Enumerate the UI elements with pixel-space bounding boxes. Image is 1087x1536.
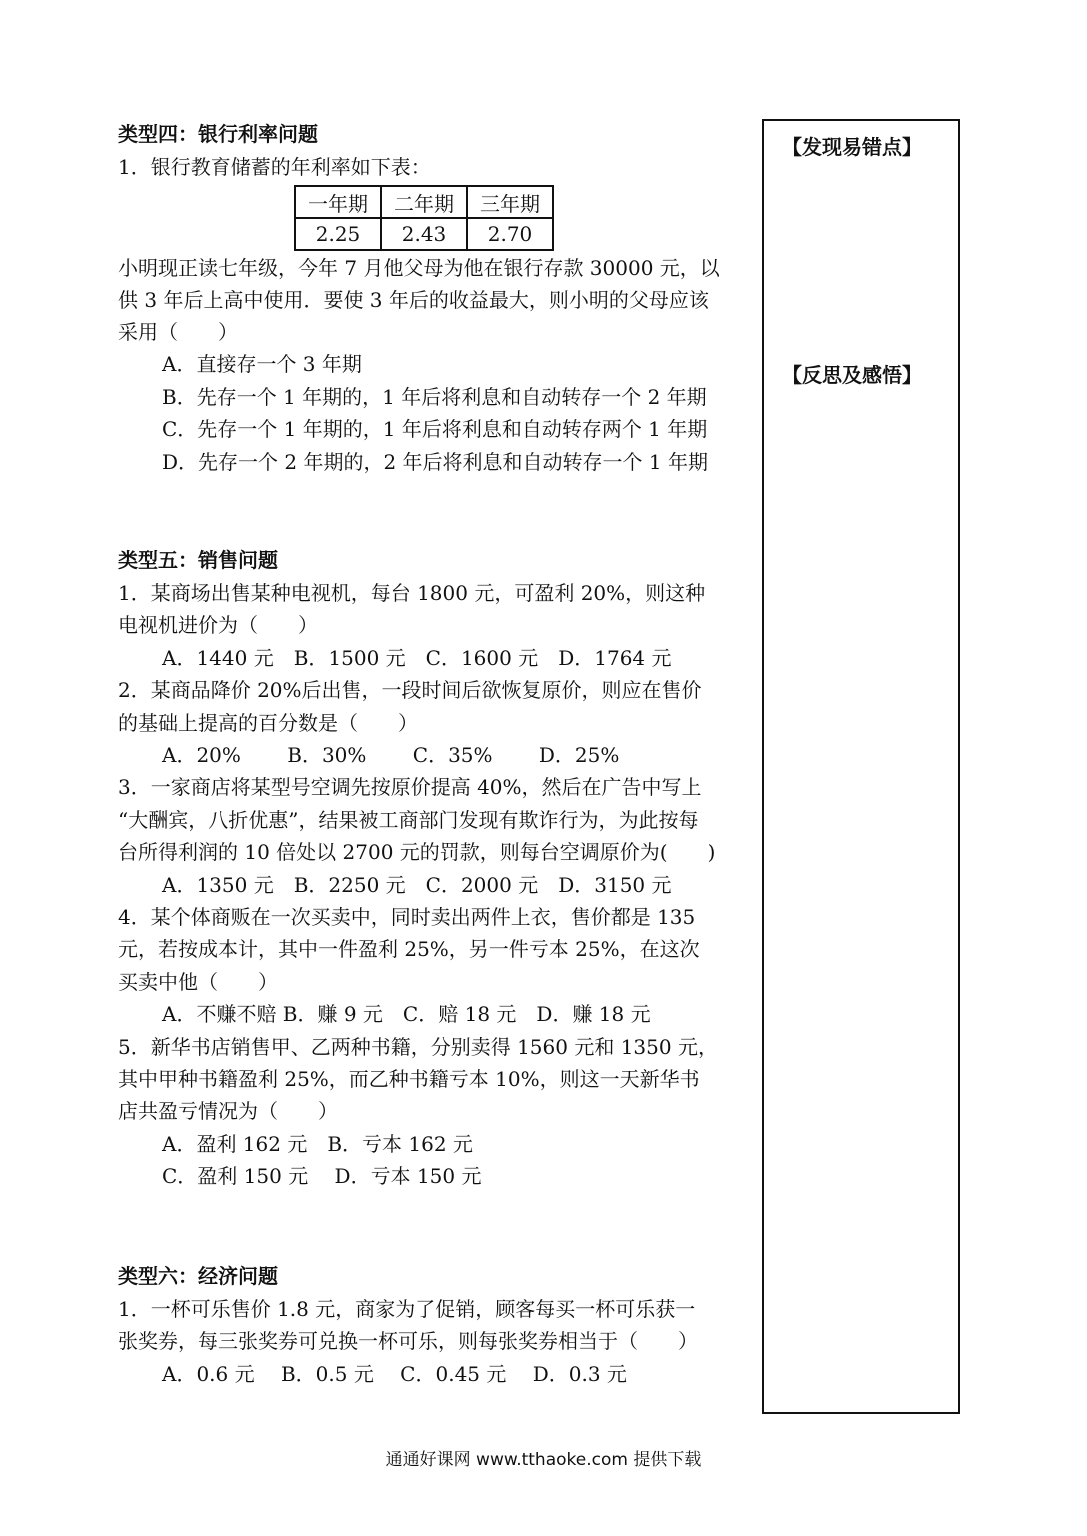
- answer-options-line: A．盈利 162 元 B．亏本 162 元: [162, 1131, 473, 1156]
- question-text-line: 1．一杯可乐售价 1.8 元，商家为了促销，顾客每买一杯可乐获一: [118, 1297, 696, 1321]
- sidebar-heading-reflection: 【反思及感悟】: [782, 363, 922, 387]
- page-footer: 通通好课网 www.tthaoke.com 提供下载: [385, 1450, 702, 1470]
- section-title-economy: 类型六：经济问题: [118, 1264, 278, 1288]
- table-header-row: [295, 186, 553, 218]
- table-cell: 2.70: [467, 218, 553, 250]
- option-a: A．直接存一个 3 年期: [162, 352, 362, 376]
- question-text-line: 4．某个体商贩在一次买卖中，同时卖出两件上衣，售价都是 135: [118, 905, 696, 929]
- table-cell: 2.25: [295, 218, 381, 250]
- option-b: B．先存一个 1 年期的，1 年后将利息和自动转存一个 2 年期: [162, 385, 707, 409]
- question-text-line: 的基础上提高的百分数是（ ）: [118, 710, 418, 735]
- question-text-line: 小明现正读七年级，今年 7 月他父母为他在银行存款 30000 元，以: [118, 256, 720, 280]
- answer-options-line: C．盈利 150 元 D．亏本 150 元: [162, 1164, 482, 1189]
- question-text-line: 买卖中他（ ）: [118, 969, 278, 994]
- option-d: D．先存一个 2 年期的，2 年后将利息和自动转存一个 1 年期: [162, 450, 708, 474]
- question-text-line: 元，若按成本计，其中一件盈利 25%，另一件亏本 25%，在这次: [118, 937, 700, 962]
- question-text-line: 2．某商品降价 20%后出售，一段时间后欲恢复原价，则应在售价: [118, 678, 702, 703]
- answer-options-line: A．1440 元 B．1500 元 C．1600 元 D．1764 元: [162, 645, 672, 670]
- table-header-cell: 三年期: [467, 186, 553, 218]
- table-cell: 2.43: [381, 218, 467, 250]
- question-stem: 1．银行教育储蓄的年利率如下表：: [118, 155, 431, 179]
- section-title-bank-interest: 类型四：银行利率问题: [118, 122, 318, 146]
- table-row: [295, 218, 553, 250]
- sidebar-heading-mistakes: 【发现易错点】: [782, 135, 922, 159]
- question-text-line: 其中甲种书籍盈利 25%，而乙种书籍亏本 10%，则这一天新华书: [118, 1067, 700, 1091]
- question-text-line: 5．新华书店销售甲、乙两种书籍，分别卖得 1560 元和 1350 元，: [118, 1034, 718, 1059]
- question-text-line: “大酬宾，八折优惠”，结果被工商部门发现有欺诈行为，为此按每: [118, 807, 699, 832]
- answer-options-line: A．20% B．30% C．35% D．25%: [162, 743, 620, 767]
- question-text-line: 台所得利润的 10 倍处以 2700 元的罚款，则每台空调原价为( ): [118, 840, 716, 865]
- answer-options-line: A．不赚不赔 B．赚 9 元 C．赔 18 元 D．赚 18 元: [162, 1002, 651, 1027]
- answer-options-line: A．1350 元 B．2250 元 C．2000 元 D．3150 元: [162, 872, 672, 897]
- question-text-line: 电视机进价为（ ）: [118, 613, 318, 638]
- notes-sidebar: [762, 119, 960, 1414]
- table-header-cell: 二年期: [381, 186, 467, 218]
- question-text-line: 店共盈亏情况为（ ）: [118, 1099, 338, 1124]
- section-title-sales: 类型五：销售问题: [118, 548, 278, 572]
- answer-options-line: A．0.6 元 B．0.5 元 C．0.45 元 D．0.3 元: [162, 1361, 627, 1386]
- table-header-cell: 一年期: [295, 186, 381, 218]
- question-text-line: 张奖券，每三张奖券可兑换一杯可乐，则每张奖券相当于（ ）: [118, 1329, 698, 1354]
- question-text-line: 采用（ ）: [118, 320, 238, 344]
- question-text-line: 1．某商场出售某种电视机，每台 1800 元，可盈利 20%，则这种: [118, 581, 706, 605]
- option-c: C．先存一个 1 年期的，1 年后将利息和自动转存两个 1 年期: [162, 417, 708, 441]
- question-text-line: 供 3 年后上高中使用．要使 3 年后的收益最大，则小明的父母应该: [118, 288, 709, 312]
- interest-rate-table: [294, 185, 554, 251]
- question-text-line: 3．一家商店将某型号空调先按原价提高 40%，然后在广告中写上: [118, 775, 702, 800]
